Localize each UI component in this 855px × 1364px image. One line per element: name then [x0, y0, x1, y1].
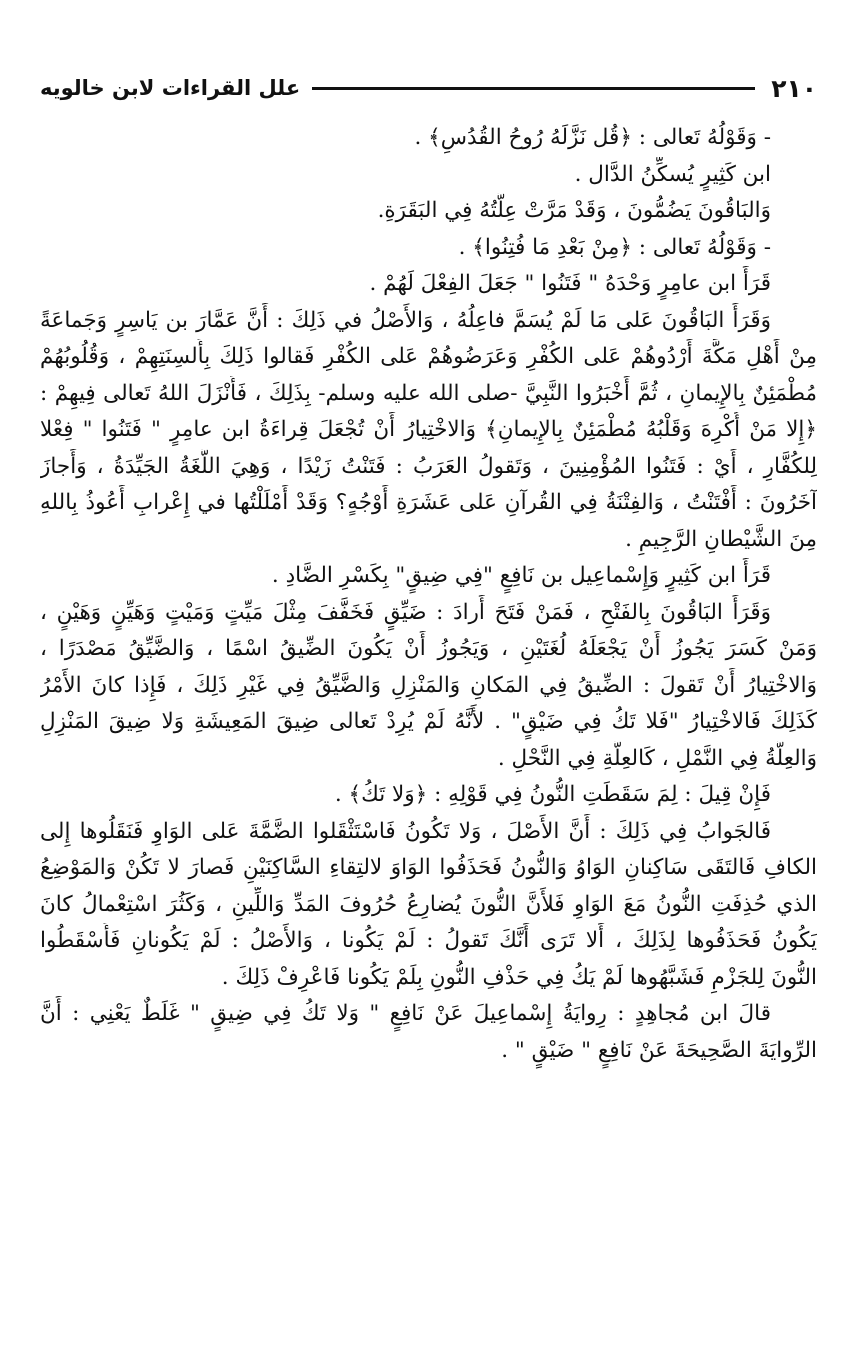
text-line: وَقَرَأَ البَاقُونَ بِالفَتْحِ ، فَمَنْ فَتَحَ أَرادَ : ضَيِّقٍ فَخَفَّفَ مِثْلَ مَيِّتٍ وَمَيْتٍ وَهَيِّنٍ وَهَيْنٍ ، — [40, 599, 771, 625]
book-page — [40, 70, 817, 1324]
text-line: ابن كَثِيرٍ يُسكِّنُ الدَّال . — [574, 161, 771, 187]
text-line: قالَ ابن مُجاهِدٍ : رِوايَةُ إِسْماعِيلَ عَنْ نَافِعٍ " وَلا تَكُ فِي ضِيقٍ " غَلَطٌ يَعْنِي : أَنَّ — [40, 1001, 771, 1026]
text-line: الكافِ فَالتَقَى سَاكِنانِ الوَاوُ وَالنُّونُ فَحَذَفُوا الوَاوَ لالتِقاءِ السَّاكِنَيْنِ فَصارَ لا تَكُنْ وَالمَوْضِعُ — [40, 855, 817, 880]
header-rule — [312, 87, 755, 90]
text-line: - وَقَوْلُهُ تَعالى : ﴿مِنْ بَعْدِ مَا فُتِنُوا﴾ . — [458, 234, 771, 260]
text-line: النُّونَ لِلجَزْمِ فَشَبَّهُوها لَمْ يَكُ فِي حَذْفِ النُّونِ بِلَمْ يَكُونا فَاعْرِفْ ذَلِكَ . — [221, 964, 817, 990]
text-line: مُطْمَئِنٌ بِالإِيمانِ ، ثُمَّ أَخْبَرُوا النَّبِيَّ -صلى الله عليه وسلم- بِذَلِكَ ، فَأَنْزَلَ اللهُ تَعالى فِيهِمْ : — [40, 380, 817, 406]
text-line: وَالاخْتِيارُ أَنْ تَقولَ : الضِّيقُ فِي المَكانِ وَالمَنْزِلِ وَالضَّيِّقُ فِي غَيْرِ ذَلِكَ ، فَإِذا كانَ الأَمْرُ — [40, 672, 817, 698]
body-text — [40, 120, 817, 1069]
text-line: وَالبَاقُونَ يَضُمُّونَ ، وَقَدْ مَرَّتْ عِلَّتُهُ فِي البَقَرَةِ. — [377, 198, 771, 223]
running-title: علل القراءات لابن خالويه — [40, 76, 301, 100]
text-line: لِلكُفَّارِ ، أَيْ : فَتَنُوا المُؤْمِنِينَ ، وَتَقولُ العَرَبُ : فَتَنْتُ زَيْدًا ، وَهِيَ اللُّغَةُ الجَيِّدَةُ ، وَأَجازَ — [40, 453, 817, 479]
text-line: ﴿إِلا مَنْ أُكْرِهَ وَقَلْبُهُ مُطْمَئِنٌ بِالإِيمانِ﴾ وَالاخْتِيارُ أَنْ تُجْعَلَ قِراءَةُ ابن عامِرٍ " فَتَنُوا " فِعْلا — [40, 417, 817, 442]
page-header — [40, 70, 817, 106]
page-number: ٢١٠ — [771, 73, 817, 103]
text-line: فَالجَوابُ فِي ذَلِكَ : أَنَّ الأَصْلَ ، وَلا تَكُونُ فَاسْتَثْقَلوا الضَّمَّةَ عَلى الوَاوِ فَنَقَلُوها إِلى — [40, 818, 771, 844]
text-line: - وَقَوْلُهُ تَعالى : ﴿قُل نَزَّلَهُ رُوحُ القُدُسِ﴾ . — [414, 125, 771, 150]
text-line: الذي حُذِفَتِ النُّونُ مَعَ الوَاوِ فَلأَنَّ النُّونَ يُضارِعُ حُرُوفَ المَدِّ وَاللِّينِ ، وَكَثُرَ اسْتِعْمالُ كانَ — [40, 891, 817, 917]
text-line: كَذَلِكَ فَالاخْتِيارُ "فَلا تَكُ فِي ضَيْقٍ" . لأَنَّهُ لَمْ يُرِدْ تَعالى ضِيقَ المَعِيشَةِ وَلا ضِيقَ المَنْزِلِ — [40, 709, 817, 734]
text-line: وَقَرَأَ البَاقُونَ عَلى مَا لَمْ يُسَمَّ فاعِلُهُ ، وَالأَصْلُ في ذَلِكَ : أَنَّ عَمَّارَ بن يَاسِرٍ وَجَماعَةً — [40, 307, 771, 333]
text-line: وَمَنْ كَسَرَ يَجُوزُ أَنْ يَجْعَلَهُ لُغَتَيْنِ ، وَيَجُوزُ أَنْ يَكُونَ الضِّيقُ اسْمًا ، وَالضَّيِّقُ مَصْدَرًا ، — [40, 636, 817, 661]
text-line: الرِّوايَةَ الصَّحِيحَةَ عَنْ نَافِعٍ " ضَيْقٍ " . — [501, 1037, 817, 1063]
text-line: آخَرُونَ : أَفْتَنْتُ ، وَالفِتْنَةُ فِي القُرآنِ عَلى عَشَرَةِ أَوْجُهٍ؟ وَقَدْ أَمْلَلْتُها في إِعْرابِ أَعُوذُ بِاللهِ — [40, 490, 817, 515]
text-line: مِنْ أَهْلِ مَكَّةَ أَرْدُوهُمْ عَلى الكُفْرِ وَعَرَضُوهُمْ عَلى الكُفْرِ فَقالوا ذَلِكَ بِأَلسِنَتِهِمْ ، وَقُلُوبُهُمْ — [40, 344, 817, 369]
text-line: فَإِنْ قِيلَ : لِمَ سَقَطَتِ النُّونُ فِي قَوْلِهِ : ﴿وَلا تَكُ﴾ . — [334, 782, 771, 807]
text-line: يَكُونُ فَحَذَفُوها لِذَلِكَ ، أَلا تَرَى أَنَّكَ تَقولُ : لَمْ يَكُونا ، وَالأَصْلُ : لَمْ يَكُونانِ فَأَسْقَطُوا — [40, 928, 817, 953]
text-line: قَرَأَ ابن عامِرٍ وَحْدَهُ " فَتَنُوا " جَعَلَ الفِعْلَ لَهُمْ . — [369, 271, 771, 296]
text-line: مِنَ الشَّيْطانِ الرَّجِيمِ . — [625, 526, 817, 552]
text-line: وَالعِلَّةُ فِي النَّمْلِ ، كَالعِلَّةِ فِي النَّحْلِ . — [497, 745, 817, 771]
text-line: قَرَأَ ابن كَثِيرٍ وَإِسْماعِيل بن نَافِعٍ "فِي ضِيقٍ" بِكَسْرِ الضَّادِ . — [271, 563, 771, 588]
